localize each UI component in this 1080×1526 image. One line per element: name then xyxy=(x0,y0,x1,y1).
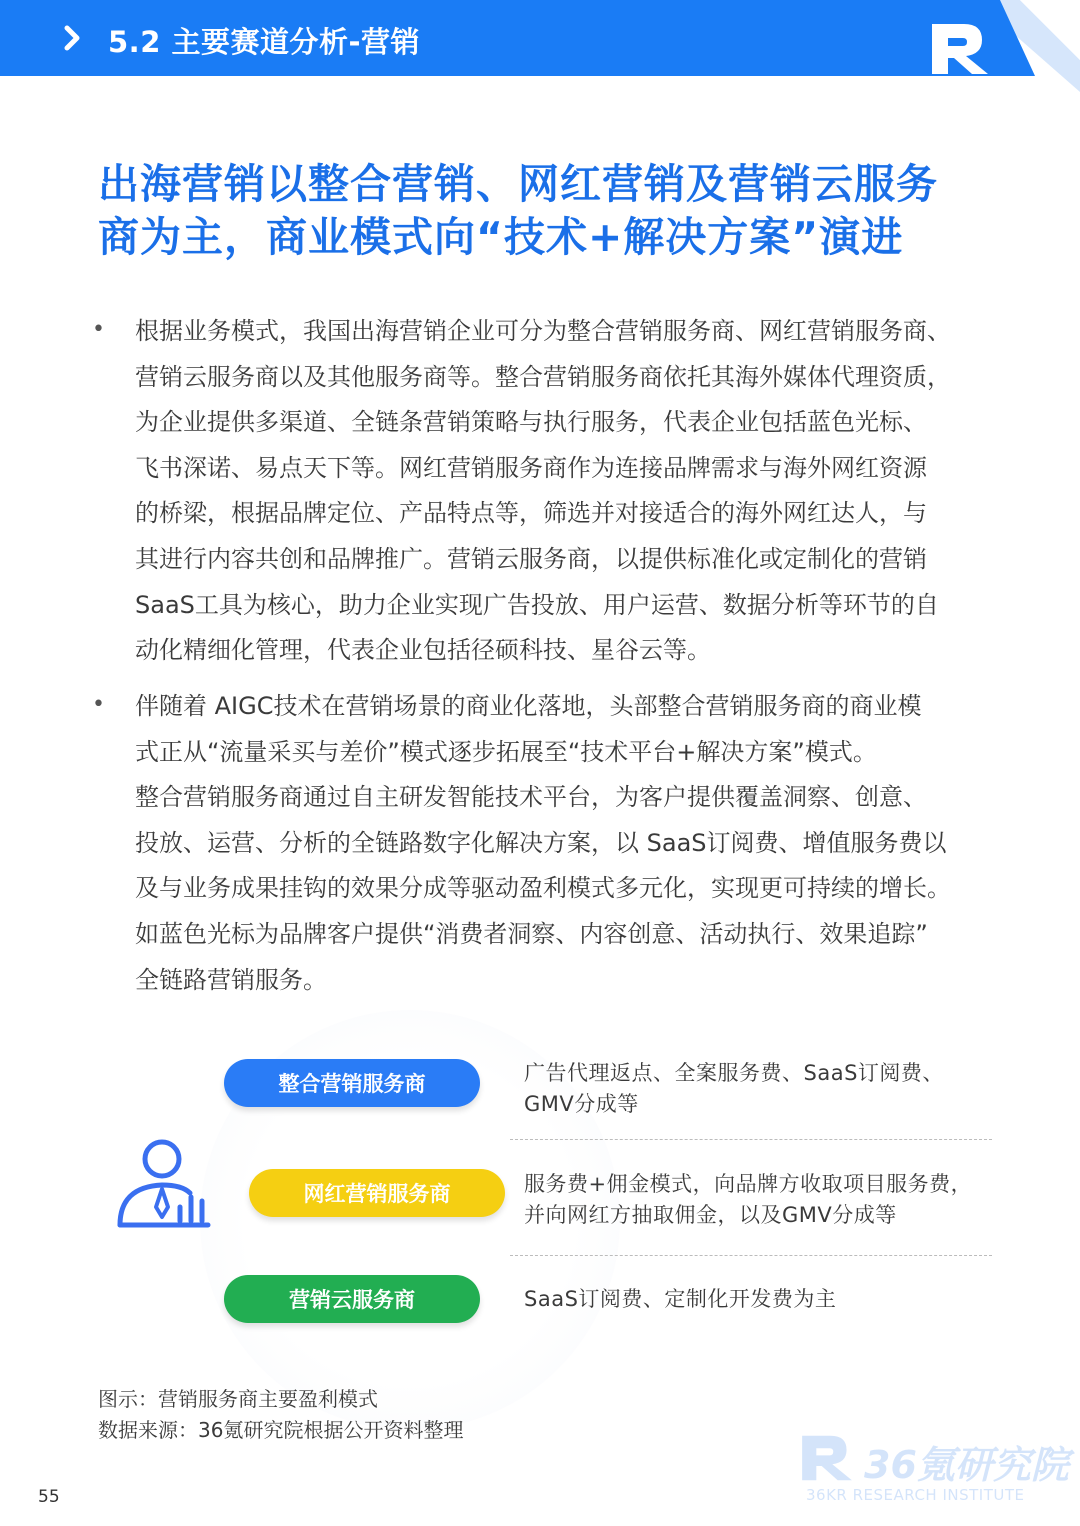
text-line: 其进行内容共创和品牌推广。营销云服务商，以提供标准化或定制化的营销 xyxy=(135,544,927,573)
chevron-right-icon xyxy=(62,24,84,52)
pill-label: 整合营销服务商 xyxy=(278,1072,426,1096)
bullet-text xyxy=(135,684,991,1003)
text-line: 营销云服务商以及其他服务商等。整合营销服务商依托其海外媒体代理资质， xyxy=(135,362,951,391)
text-line: 伴随着 AIGC技术在营销场景的商业化落地，头部整合营销服务商的商业模 xyxy=(135,692,922,720)
watermark-en: 36KR RESEARCH INSTITUTE xyxy=(806,1486,1025,1504)
watermark xyxy=(800,1430,1069,1510)
desc-line: 服务费+佣金模式，向品牌方收取项目服务费， xyxy=(524,1172,973,1196)
source-caption: 数据来源：36氪研究院根据公开资料整理 xyxy=(98,1418,464,1442)
text-line: 为企业提供多渠道、全链条营销策略与执行服务，代表企业包括蓝色光标、 xyxy=(135,408,927,437)
text-line: 投放、运营、分析的全链路数字化解决方案，以 SaaS订阅费、增值服务费以 xyxy=(135,828,947,857)
row-divider xyxy=(510,1139,992,1140)
text-line: 全链路营销服务。 xyxy=(135,965,327,994)
bullet-dot: • xyxy=(92,317,105,342)
pill-influencer-marketing xyxy=(249,1169,505,1217)
text-line: 如蓝色光标为品牌客户提供“消费者洞察、内容创意、活动执行、效果追踪” xyxy=(135,919,928,948)
main-title xyxy=(98,158,998,264)
36kr-logo-icon xyxy=(930,22,990,76)
bullet-dot: • xyxy=(92,692,105,717)
bullet-text xyxy=(135,309,991,674)
main-title-line: 出海营销以整合营销、网红营销及营销云服务 xyxy=(98,160,938,208)
text-line: 的桥梁，根据品牌定位、产品特点等，筛选并对接适合的海外网红达人，与 xyxy=(135,499,927,528)
page-number: 55 xyxy=(38,1487,60,1507)
row-description xyxy=(524,1058,994,1120)
text-line: SaaS工具为核心，助力企业实现广告投放、用户运营、数据分析等环节的自 xyxy=(135,590,939,619)
pill-integrated-marketing xyxy=(224,1059,480,1107)
row-description xyxy=(524,1284,994,1315)
36kr-logo-icon xyxy=(800,1434,854,1482)
text-line: 及与业务成果挂钩的效果分成等驱动盈利模式多元化，实现更可持续的增长。 xyxy=(135,874,951,903)
text-line: 动化精细化管理，代表企业包括径硕科技、星谷云等。 xyxy=(135,636,711,665)
figure-caption: 图示：营销服务商主要盈利模式 xyxy=(98,1387,378,1411)
text-line: 式正从“流量采买与差价”模式逐步拓展至“技术平台+解决方案”模式。 xyxy=(135,737,877,766)
desc-line: GMV分成等 xyxy=(524,1092,639,1116)
text-line: 飞书深诺、易点天下等。网红营销服务商作为连接品牌需求与海外网红资源 xyxy=(135,453,927,482)
desc-line: 广告代理返点、全案服务费、SaaS订阅费、 xyxy=(524,1061,944,1085)
section-title: 5.2 主要赛道分析-营销 xyxy=(108,25,421,59)
main-title-line: 商为主，商业模式向“技术+解决方案”演进 xyxy=(98,213,904,261)
desc-line: SaaS订阅费、定制化开发费为主 xyxy=(524,1287,837,1311)
desc-line: 并向网红方抽取佣金，以及GMV分成等 xyxy=(524,1203,897,1227)
pill-label: 网红营销服务商 xyxy=(303,1182,451,1206)
pill-marketing-cloud xyxy=(224,1275,480,1323)
row-divider xyxy=(510,1255,992,1256)
row-description xyxy=(524,1169,994,1231)
pill-label: 营销云服务商 xyxy=(289,1288,415,1312)
text-line: 整合营销服务商通过自主研发智能技术平台，为客户提供覆盖洞察、创意、 xyxy=(135,783,927,812)
watermark-cn: 36氪研究院 xyxy=(864,1443,1069,1487)
person-analytics-icon xyxy=(112,1137,212,1233)
text-line: 根据业务模式，我国出海营销企业可分为整合营销服务商、网红营销服务商、 xyxy=(135,317,951,345)
